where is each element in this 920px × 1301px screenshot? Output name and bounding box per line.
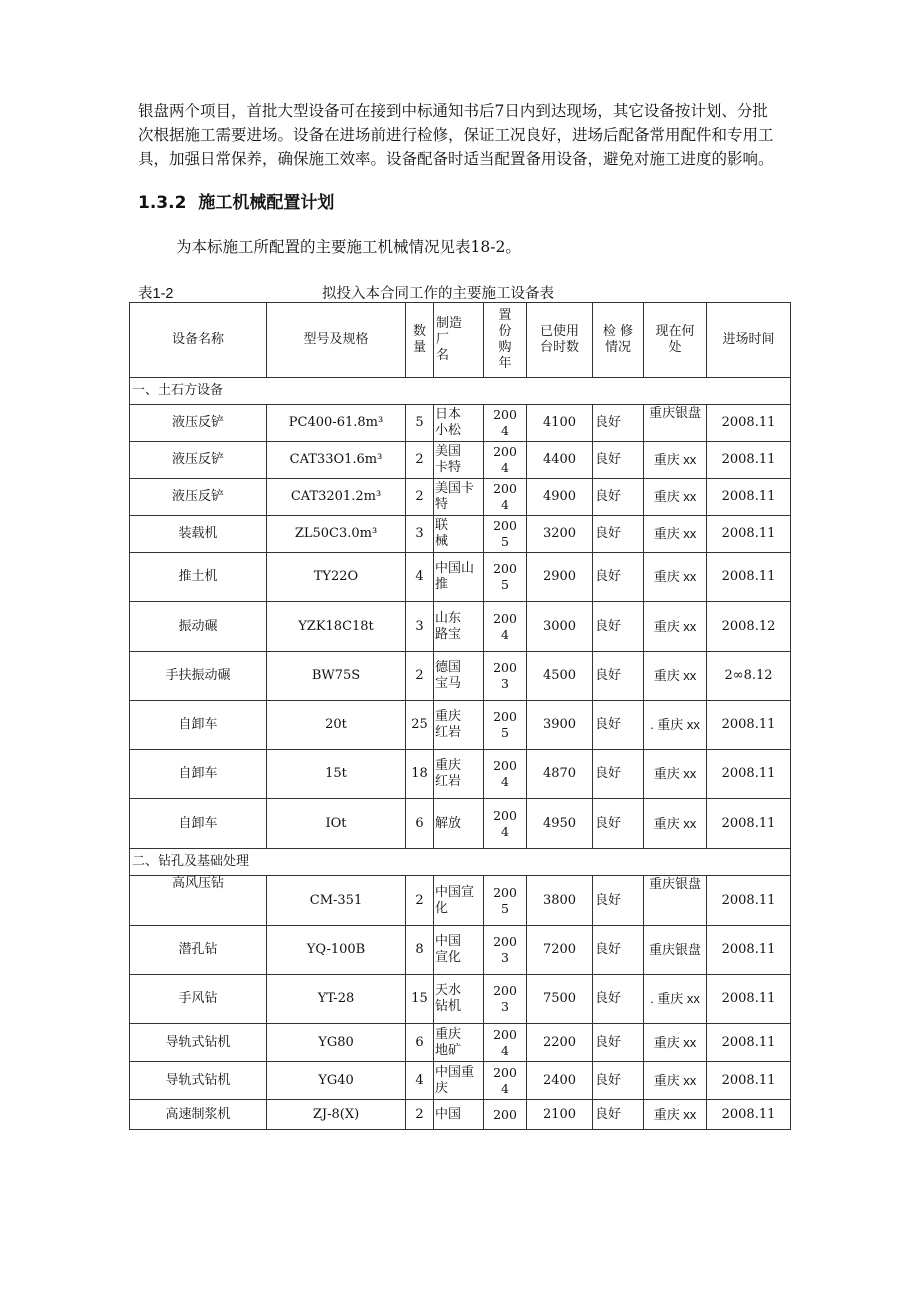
cell-condition: 良好 <box>593 1024 644 1062</box>
cell-location: 重庆 xx <box>644 799 707 849</box>
header-maker: 制造 厂 名 <box>434 303 484 378</box>
cell-quantity: 2 <box>406 1100 434 1130</box>
cell-quantity: 25 <box>406 701 434 750</box>
cell-equipment-name: 液压反铲 <box>130 479 267 516</box>
cell-quantity: 4 <box>406 1062 434 1100</box>
table-caption-title: 拟投入本合同工作的主要施工设备表 <box>322 286 554 302</box>
cell-quantity: 8 <box>406 926 434 975</box>
cell-hours-used: 4870 <box>527 750 593 799</box>
cell-purchase-year: 200 3 <box>484 975 527 1024</box>
cell-condition: 良好 <box>593 479 644 516</box>
section-title-cell: 一、土石方设备 <box>130 378 791 405</box>
cell-hours-used: 4950 <box>527 799 593 849</box>
cell-quantity: 5 <box>406 405 434 442</box>
cell-manufacturer: 中国 宣化 <box>434 926 484 975</box>
cell-model: YQ-100B <box>267 926 406 975</box>
cell-hours-used: 3000 <box>527 602 593 652</box>
cell-model: 15t <box>267 750 406 799</box>
cell-quantity: 6 <box>406 1024 434 1062</box>
cell-manufacturer: 日本 小松 <box>434 405 484 442</box>
cell-condition: 良好 <box>593 405 644 442</box>
cell-manufacturer: 山东 路宝 <box>434 602 484 652</box>
cell-purchase-year: 200 4 <box>484 799 527 849</box>
cell-location: 重庆 xx <box>644 516 707 553</box>
cell-purchase-year: 200 4 <box>484 602 527 652</box>
cell-equipment-name: 高风压钻 <box>130 876 267 926</box>
cell-purchase-year: 200 5 <box>484 553 527 602</box>
cell-entry-time: 2008.11 <box>707 479 791 516</box>
cell-location: 重庆 xx <box>644 750 707 799</box>
cell-entry-time: 2008.11 <box>707 1062 791 1100</box>
cell-condition: 良好 <box>593 876 644 926</box>
cell-model: YG40 <box>267 1062 406 1100</box>
table-body <box>130 378 791 1130</box>
cell-equipment-name: 手风钻 <box>130 975 267 1024</box>
cell-quantity: 2 <box>406 479 434 516</box>
cell-quantity: 2 <box>406 876 434 926</box>
cell-manufacturer: 重庆 地矿 <box>434 1024 484 1062</box>
cell-model: ZL50C3.0m³ <box>267 516 406 553</box>
cell-quantity: 15 <box>406 975 434 1024</box>
cell-hours-used: 7200 <box>527 926 593 975</box>
cell-location: 重庆 xx <box>644 1062 707 1100</box>
intro-paragraph <box>138 99 798 171</box>
cell-equipment-name: 高速制浆机 <box>130 1100 267 1130</box>
header-model: 型号及规格 <box>267 303 406 378</box>
cell-entry-time: 2008.11 <box>707 405 791 442</box>
cell-condition: 良好 <box>593 516 644 553</box>
table-section-row <box>130 849 791 876</box>
cell-quantity: 2 <box>406 442 434 479</box>
cell-purchase-year: 200 3 <box>484 926 527 975</box>
cell-hours-used: 2100 <box>527 1100 593 1130</box>
equipment-table <box>129 302 791 1130</box>
cell-model: CAT33O1.6m³ <box>267 442 406 479</box>
cell-manufacturer: 美国 卡特 <box>434 442 484 479</box>
cell-purchase-year: 200 4 <box>484 405 527 442</box>
table-row <box>130 652 791 701</box>
cell-hours-used: 3900 <box>527 701 593 750</box>
table-header-row <box>130 303 791 378</box>
cell-condition: 良好 <box>593 701 644 750</box>
section-heading <box>138 188 334 213</box>
section-intro: 为本标施工所配置的主要施工机械情况见表18-2。 <box>176 238 521 256</box>
cell-manufacturer: 重庆 红岩 <box>434 750 484 799</box>
cell-hours-used: 2400 <box>527 1062 593 1100</box>
cell-entry-time: 2008.11 <box>707 750 791 799</box>
cell-manufacturer: 德国 宝马 <box>434 652 484 701</box>
cell-equipment-name: 液压反铲 <box>130 442 267 479</box>
cell-entry-time: 2008.11 <box>707 1100 791 1130</box>
paragraph-line: 银盘两个项目，首批大型设备可在接到中标通知书后7日内到达现场，其它设备按计划、分批 <box>138 102 768 120</box>
cell-purchase-year: 200 4 <box>484 1024 527 1062</box>
cell-condition: 良好 <box>593 1062 644 1100</box>
table-row <box>130 553 791 602</box>
table-row <box>130 479 791 516</box>
cell-equipment-name: 潜孔钻 <box>130 926 267 975</box>
cell-entry-time: 2008.11 <box>707 701 791 750</box>
cell-quantity: 6 <box>406 799 434 849</box>
table-row <box>130 701 791 750</box>
cell-entry-time: 2008.11 <box>707 876 791 926</box>
section-title: 施工机械配置计划 <box>198 193 335 213</box>
cell-manufacturer: 重庆 红岩 <box>434 701 484 750</box>
cell-entry-time: 2008.11 <box>707 799 791 849</box>
cell-purchase-year: 200 4 <box>484 1062 527 1100</box>
cell-condition: 良好 <box>593 442 644 479</box>
cell-location: 重庆银盘 <box>644 405 707 442</box>
cell-entry-time: 2008.11 <box>707 516 791 553</box>
cell-condition: 良好 <box>593 750 644 799</box>
cell-hours-used: 4100 <box>527 405 593 442</box>
cell-model: CAT3201.2m³ <box>267 479 406 516</box>
cell-manufacturer: 中国山 推 <box>434 553 484 602</box>
header-location: 现在何 处 <box>644 303 707 378</box>
table-row <box>130 799 791 849</box>
table-row <box>130 1024 791 1062</box>
table-row <box>130 750 791 799</box>
cell-location: 重庆银盘 <box>644 926 707 975</box>
cell-condition: 良好 <box>593 553 644 602</box>
cell-condition: 良好 <box>593 926 644 975</box>
cell-model: ZJ-8(X) <box>267 1100 406 1130</box>
cell-equipment-name: 自卸车 <box>130 799 267 849</box>
cell-model: CM-351 <box>267 876 406 926</box>
header-condition: 检 修 情况 <box>593 303 644 378</box>
header-hours: 已使用 台时数 <box>527 303 593 378</box>
cell-location: . 重庆 xx <box>644 975 707 1024</box>
table-row <box>130 876 791 926</box>
cell-location: 重庆 xx <box>644 1024 707 1062</box>
cell-equipment-name: 导轨式钻机 <box>130 1062 267 1100</box>
cell-quantity: 2 <box>406 652 434 701</box>
cell-model: YG80 <box>267 1024 406 1062</box>
cell-location: 重庆 xx <box>644 652 707 701</box>
cell-model: BW75S <box>267 652 406 701</box>
cell-purchase-year: 200 4 <box>484 479 527 516</box>
cell-entry-time: 2008.11 <box>707 975 791 1024</box>
cell-entry-time: 2∞8.12 <box>707 652 791 701</box>
cell-entry-time: 2008.12 <box>707 602 791 652</box>
cell-location: . 重庆 xx <box>644 701 707 750</box>
cell-condition: 良好 <box>593 1100 644 1130</box>
table-row <box>130 926 791 975</box>
cell-entry-time: 2008.11 <box>707 553 791 602</box>
cell-condition: 良好 <box>593 602 644 652</box>
cell-quantity: 18 <box>406 750 434 799</box>
table-row <box>130 1062 791 1100</box>
cell-equipment-name: 振动碾 <box>130 602 267 652</box>
cell-purchase-year: 200 4 <box>484 442 527 479</box>
cell-manufacturer: 天水 钻机 <box>434 975 484 1024</box>
cell-equipment-name: 液压反铲 <box>130 405 267 442</box>
cell-hours-used: 4900 <box>527 479 593 516</box>
cell-purchase-year: 200 5 <box>484 516 527 553</box>
cell-equipment-name: 导轨式钻机 <box>130 1024 267 1062</box>
table-row <box>130 442 791 479</box>
cell-manufacturer: 中国重 庆 <box>434 1062 484 1100</box>
cell-manufacturer: 解放 <box>434 799 484 849</box>
cell-manufacturer: 中国宣 化 <box>434 876 484 926</box>
cell-quantity: 3 <box>406 602 434 652</box>
table-row <box>130 602 791 652</box>
header-entry: 进场时间 <box>707 303 791 378</box>
cell-model: YZK18C18t <box>267 602 406 652</box>
cell-equipment-name: 自卸车 <box>130 750 267 799</box>
cell-hours-used: 2900 <box>527 553 593 602</box>
cell-model: IOt <box>267 799 406 849</box>
section-title-cell: 二、钻孔及基础处理 <box>130 849 791 876</box>
section-number: 1.3.2 <box>138 193 187 213</box>
cell-equipment-name: 手扶振动碾 <box>130 652 267 701</box>
paragraph-line: 次根据施工需要进场。设备在进场前进行检修，保证工况良好，进场后配备常用配件和专用工 <box>138 126 774 144</box>
cell-model: 20t <box>267 701 406 750</box>
cell-equipment-name: 装载机 <box>130 516 267 553</box>
cell-entry-time: 2008.11 <box>707 442 791 479</box>
cell-location: 重庆 xx <box>644 479 707 516</box>
cell-location: 重庆 xx <box>644 442 707 479</box>
table-row <box>130 975 791 1024</box>
cell-model: PC400-61.8m³ <box>267 405 406 442</box>
cell-condition: 良好 <box>593 799 644 849</box>
cell-equipment-name: 推土机 <box>130 553 267 602</box>
cell-model: TY22O <box>267 553 406 602</box>
cell-hours-used: 3800 <box>527 876 593 926</box>
cell-condition: 良好 <box>593 975 644 1024</box>
cell-hours-used: 7500 <box>527 975 593 1024</box>
cell-entry-time: 2008.11 <box>707 1024 791 1062</box>
cell-location: 重庆 xx <box>644 602 707 652</box>
cell-hours-used: 4500 <box>527 652 593 701</box>
cell-purchase-year: 200 5 <box>484 701 527 750</box>
cell-location: 重庆 xx <box>644 553 707 602</box>
cell-hours-used: 3200 <box>527 516 593 553</box>
cell-purchase-year: 200 <box>484 1100 527 1130</box>
cell-equipment-name: 自卸车 <box>130 701 267 750</box>
table-section-row <box>130 378 791 405</box>
cell-location: 重庆 xx <box>644 1100 707 1130</box>
cell-location: 重庆银盘 <box>644 876 707 926</box>
cell-manufacturer: 中国 <box>434 1100 484 1130</box>
header-qty: 数 量 <box>406 303 434 378</box>
table-row <box>130 405 791 442</box>
cell-manufacturer: 美国卡 特 <box>434 479 484 516</box>
table-caption-label: 表1-2 <box>138 286 174 302</box>
cell-condition: 良好 <box>593 652 644 701</box>
header-name: 设备名称 <box>130 303 267 378</box>
header-year: 置 份 购 年 <box>484 303 527 378</box>
cell-purchase-year: 200 5 <box>484 876 527 926</box>
cell-purchase-year: 200 3 <box>484 652 527 701</box>
cell-quantity: 4 <box>406 553 434 602</box>
table-row <box>130 516 791 553</box>
cell-hours-used: 4400 <box>527 442 593 479</box>
cell-purchase-year: 200 4 <box>484 750 527 799</box>
table-row <box>130 1100 791 1130</box>
paragraph-line: 具，加强日常保养，确保施工效率。设备配备时适当配置备用设备，避免对施工进度的影响。 <box>138 150 774 168</box>
cell-entry-time: 2008.11 <box>707 926 791 975</box>
cell-quantity: 3 <box>406 516 434 553</box>
cell-model: YT-28 <box>267 975 406 1024</box>
cell-manufacturer: 联 械 <box>434 516 484 553</box>
cell-hours-used: 2200 <box>527 1024 593 1062</box>
